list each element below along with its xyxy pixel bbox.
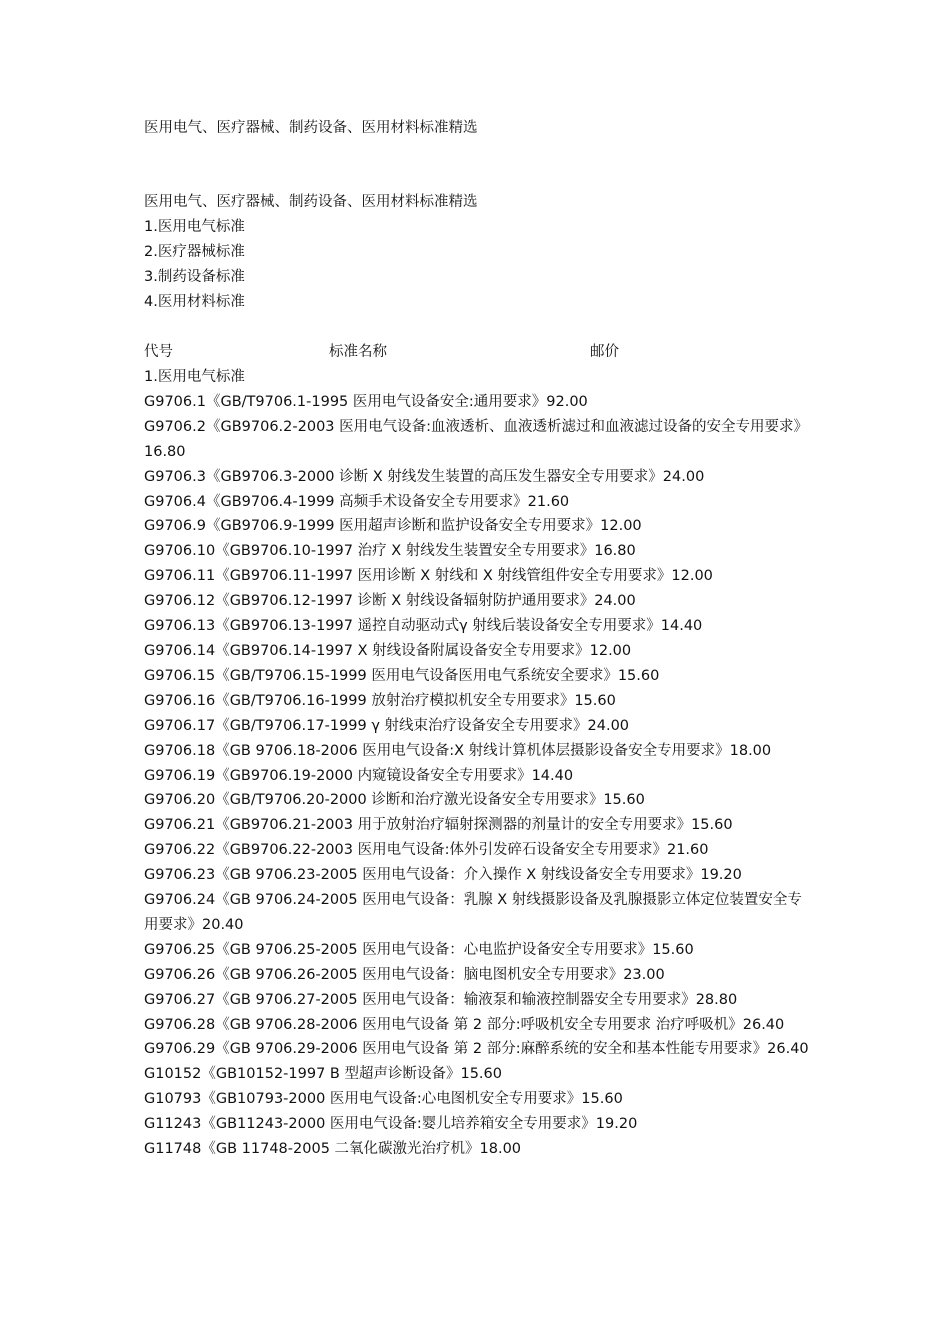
column-header-name: 标准名称 — [329, 344, 387, 360]
standard-entry: G9706.3《GB9706.3-2000 诊断 X 射线发生装置的高压发生器安全专用要求》24.00 — [144, 468, 705, 485]
standard-entry: G9706.29《GB 9706.29-2006 医用电气设备 第 2 部分:麻醉系统的安全和基本性能专用要求》26.40 — [144, 1041, 809, 1058]
toc-item: 2.医疗器械标准 — [144, 243, 245, 260]
column-header-price: 邮价 — [590, 344, 619, 360]
column-header-code: 代号 — [144, 344, 173, 360]
standard-entry: G9706.17《GB/T9706.17-1999 γ 射线束治疗设备安全专用要求》24.00 — [144, 717, 630, 734]
section-title: 1.医用电气标准 — [144, 369, 245, 385]
standard-entry: G9706.26《GB 9706.26-2005 医用电气设备：脑电图机安全专用要求》23.00 — [144, 966, 665, 983]
standard-entry: G9706.25《GB 9706.25-2005 医用电气设备：心电监护设备安全专用要求》15.60 — [144, 941, 694, 958]
standard-entry: G9706.18《GB 9706.18-2006 医用电气设备:X 射线计算机体层摄影设备安全专用要求》18.00 — [144, 742, 772, 759]
standard-entry: G9706.23《GB 9706.23-2005 医用电气设备：介入操作 X 射线设备安全专用要求》19.20 — [144, 867, 742, 884]
standard-entry: G9706.12《GB9706.12-1997 诊断 X 射线设备辐射防护通用要求》24.00 — [144, 593, 636, 610]
standard-entry: G9706.4《GB9706.4-1999 高频手术设备安全专用要求》21.60 — [144, 493, 570, 510]
standard-entry: G9706.11《GB9706.11-1997 医用诊断 X 射线和 X 射线管组件安全专用要求》12.00 — [144, 568, 713, 585]
standard-entry: G10152《GB10152-1997 B 型超声诊断设备》15.60 — [144, 1066, 502, 1083]
standard-entry: G9706.27《GB 9706.27-2005 医用电气设备：输液泵和输液控制器安全专用要求》28.80 — [144, 991, 738, 1008]
standard-entry: G9706.21《GB9706.21-2003 用于放射治疗辐射探测器的剂量计的安全专用要求》15.60 — [144, 817, 733, 834]
standard-entry: G11243《GB11243-2000 医用电气设备:婴儿培养箱安全专用要求》19.20 — [144, 1116, 638, 1133]
page-title: 医用电气、医疗器械、制药设备、医用材料标准精选 — [144, 120, 478, 136]
standard-entry: G9706.1《GB/T9706.1-1995 医用电气设备安全:通用要求》92.00 — [144, 393, 588, 410]
standard-entry: G9706.10《GB9706.10-1997 治疗 X 射线发生装置安全专用要求》16.80 — [144, 543, 636, 560]
standard-entry: G9706.15《GB/T9706.15-1999 医用电气设备医用电气系统安全要求》15.60 — [144, 667, 660, 684]
standard-entry: G9706.19《GB9706.19-2000 内窥镜设备安全专用要求》14.40 — [144, 767, 574, 784]
toc-item: 3.制药设备标准 — [144, 268, 245, 285]
standard-entry: G9706.9《GB9706.9-1999 医用超声诊断和监护设备安全专用要求》12.00 — [144, 518, 642, 535]
standard-entry: G9706.14《GB9706.14-1997 X 射线设备附属设备安全专用要求》12.00 — [144, 642, 632, 659]
standard-entry: G9706.28《GB 9706.28-2006 医用电气设备 第 2 部分:呼吸机安全专用要求 治疗呼吸机》26.40 — [144, 1016, 785, 1033]
standard-entry: G9706.13《GB9706.13-1997 遥控自动驱动式γ 射线后装设备安全专用要求》14.40 — [144, 618, 703, 635]
standard-entry: G9706.24《GB 9706.24-2005 医用电气设备：乳腺 X 射线摄影设备及乳腺摄影立体定位装置安全专用要求》20.40 — [144, 892, 802, 933]
standard-entry: G9706.20《GB/T9706.20-2000 诊断和治疗激光设备安全专用要求》15.60 — [144, 792, 645, 809]
intro-block — [144, 190, 812, 315]
intro-title: 医用电气、医疗器械、制药设备、医用材料标准精选 — [144, 194, 478, 210]
standard-entry: G9706.16《GB/T9706.16-1999 放射治疗模拟机安全专用要求》15.60 — [144, 692, 616, 709]
standards-list — [144, 365, 812, 1162]
toc-item: 1.医用电气标准 — [144, 218, 245, 235]
standard-entry: G11748《GB 11748-2005 二氧化碳激光治疗机》18.00 — [144, 1141, 522, 1158]
column-header-row — [144, 340, 812, 365]
standard-entry: G10793《GB10793-2000 医用电气设备:心电图机安全专用要求》15.60 — [144, 1091, 623, 1108]
toc-item: 4.医用材料标准 — [144, 293, 245, 310]
standard-entry: G9706.22《GB9706.22-2003 医用电气设备:体外引发碎石设备安全专用要求》21.60 — [144, 842, 709, 859]
standard-entry: G9706.2《GB9706.2-2003 医用电气设备:血液透析、血液透析滤过和血液滤过设备的安全专用要求》16.80 — [144, 418, 809, 460]
